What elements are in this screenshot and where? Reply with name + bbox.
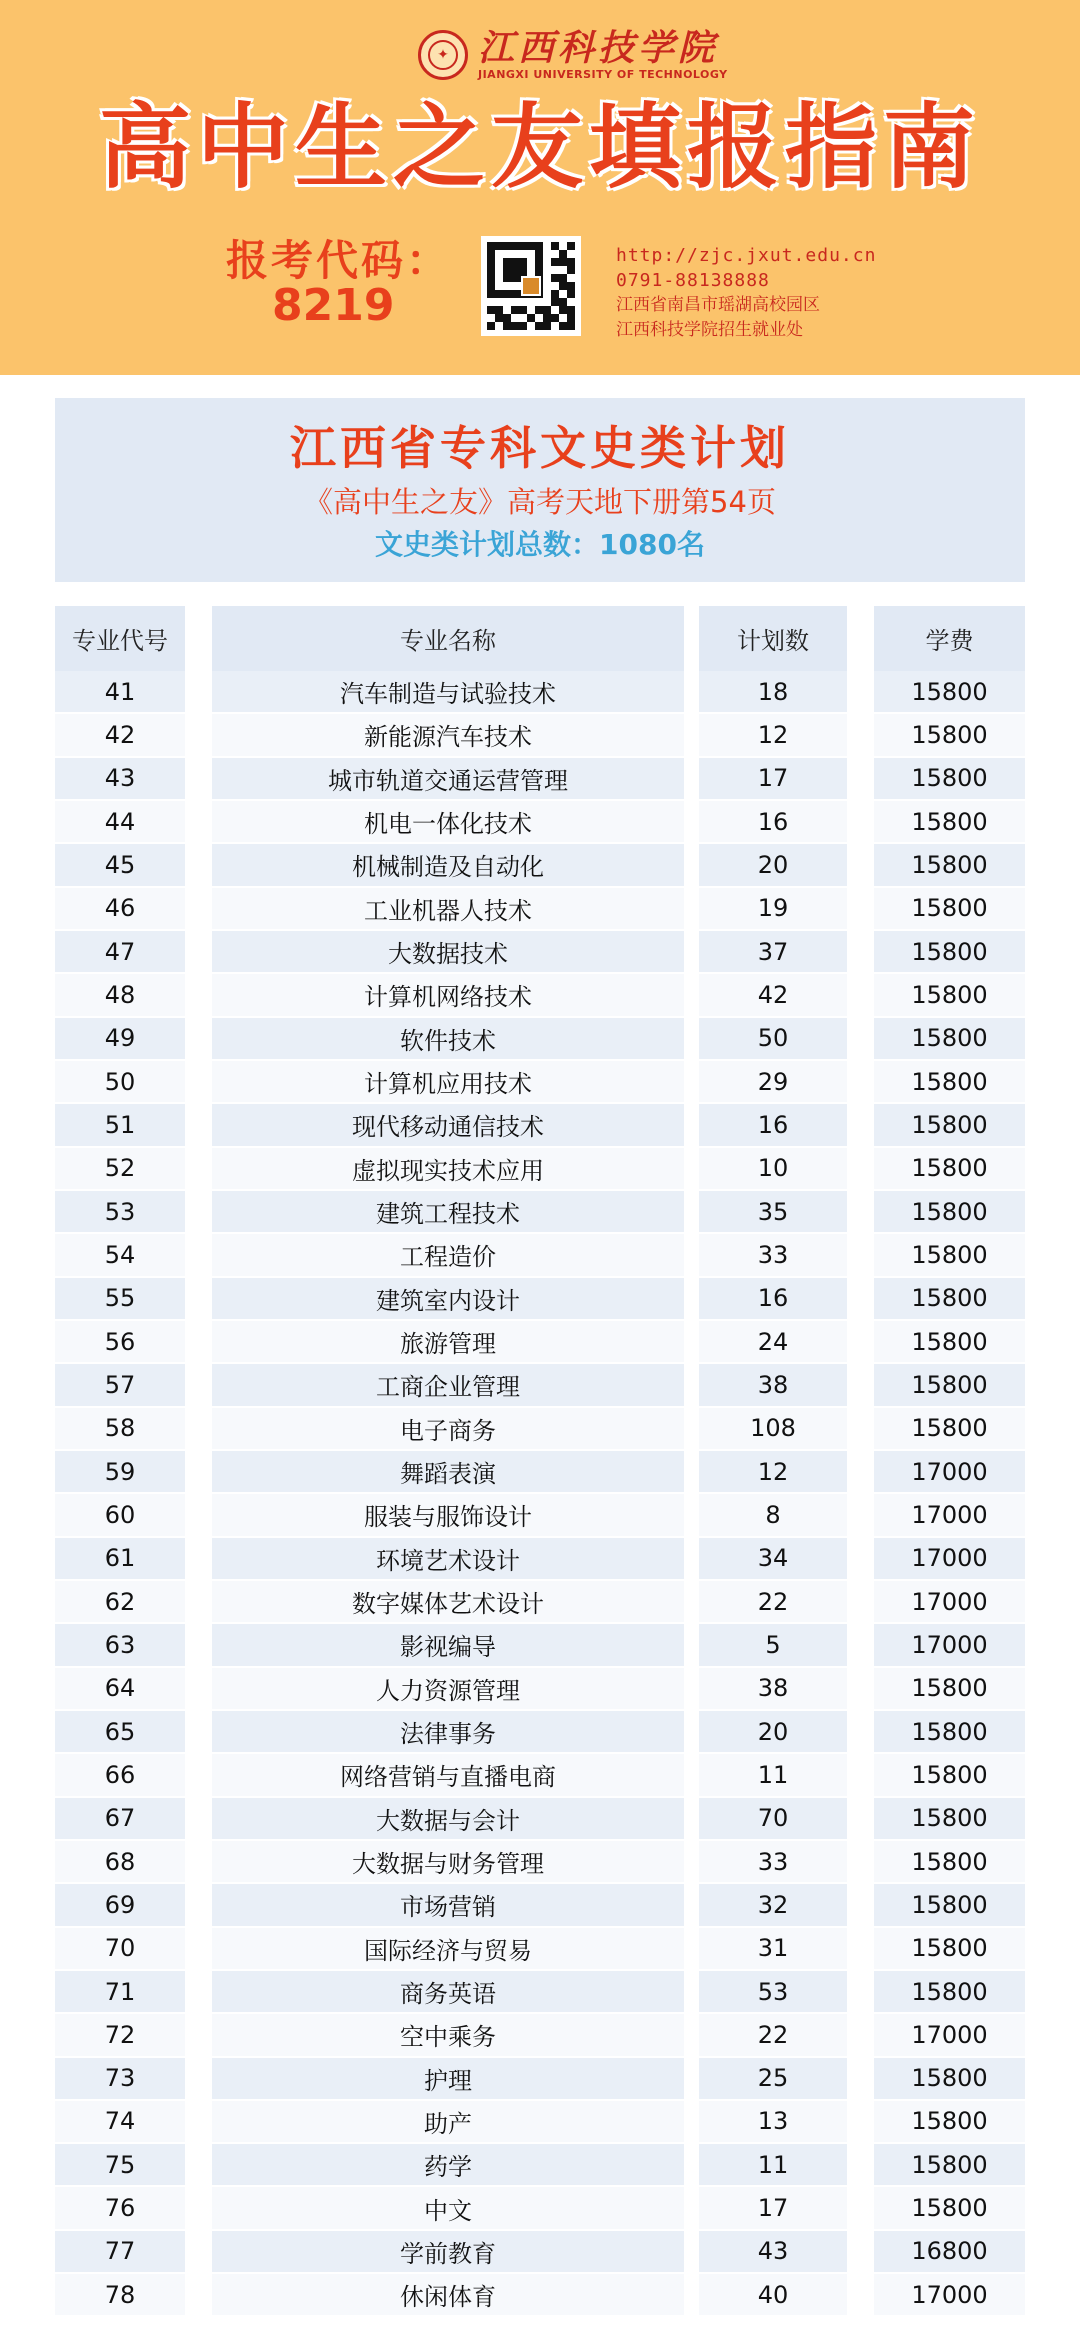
cell-fee: 15800 bbox=[874, 1408, 1025, 1451]
cell-code: 63 bbox=[55, 1624, 185, 1667]
cell-plan: 20 bbox=[699, 1711, 847, 1754]
cell-plan: 10 bbox=[699, 1148, 847, 1191]
cell-fee: 15800 bbox=[874, 758, 1025, 801]
cell-name: 商务英语 bbox=[212, 1971, 684, 2014]
cell-code: 50 bbox=[55, 1061, 185, 1104]
cell-code: 60 bbox=[55, 1494, 185, 1537]
cell-code: 72 bbox=[55, 2014, 185, 2057]
page-title: 高中生之友填报指南 bbox=[98, 94, 981, 201]
cell-code: 65 bbox=[55, 1711, 185, 1754]
cell-name: 环境艺术设计 bbox=[212, 1538, 684, 1581]
cell-plan: 31 bbox=[699, 1928, 847, 1971]
cell-fee: 15800 bbox=[874, 1191, 1025, 1234]
cell-plan: 12 bbox=[699, 1451, 847, 1494]
cell-plan: 17 bbox=[699, 758, 847, 801]
cell-plan: 16 bbox=[699, 801, 847, 844]
cell-plan: 11 bbox=[699, 1754, 847, 1797]
contact-info bbox=[616, 243, 876, 343]
cell-code: 53 bbox=[55, 1191, 185, 1234]
cell-fee: 15800 bbox=[874, 1148, 1025, 1191]
cell-fee: 15800 bbox=[874, 2187, 1025, 2230]
cell-code: 42 bbox=[55, 714, 185, 757]
cell-name: 休闲体育 bbox=[212, 2274, 684, 2317]
cell-code: 66 bbox=[55, 1754, 185, 1797]
cell-fee: 15800 bbox=[874, 931, 1025, 974]
cell-name: 数字媒体艺术设计 bbox=[212, 1581, 684, 1624]
column-plan bbox=[699, 606, 847, 2317]
cell-fee: 15800 bbox=[874, 1278, 1025, 1321]
cell-plan: 25 bbox=[699, 2058, 847, 2101]
cell-plan: 33 bbox=[699, 1841, 847, 1884]
cell-plan: 33 bbox=[699, 1234, 847, 1277]
cell-name: 大数据技术 bbox=[212, 931, 684, 974]
office-name: 江西科技学院招生就业处 bbox=[616, 320, 803, 340]
cell-code: 68 bbox=[55, 1841, 185, 1884]
cell-name: 中文 bbox=[212, 2187, 684, 2230]
cell-code: 69 bbox=[55, 1884, 185, 1927]
cell-name: 机电一体化技术 bbox=[212, 801, 684, 844]
cell-fee: 15800 bbox=[874, 1754, 1025, 1797]
cell-code: 64 bbox=[55, 1668, 185, 1711]
cell-code: 58 bbox=[55, 1408, 185, 1451]
cell-code: 77 bbox=[55, 2231, 185, 2274]
cell-code: 67 bbox=[55, 1798, 185, 1841]
cell-plan: 37 bbox=[699, 931, 847, 974]
cell-code: 61 bbox=[55, 1538, 185, 1581]
column-fee bbox=[874, 606, 1025, 2317]
header-code: 专业代号 bbox=[55, 606, 185, 671]
cell-plan: 35 bbox=[699, 1191, 847, 1234]
cell-name: 影视编导 bbox=[212, 1624, 684, 1667]
cell-plan: 16 bbox=[699, 1104, 847, 1147]
cell-fee: 15800 bbox=[874, 974, 1025, 1017]
cell-plan: 19 bbox=[699, 888, 847, 931]
cell-plan: 70 bbox=[699, 1798, 847, 1841]
cell-name: 软件技术 bbox=[212, 1018, 684, 1061]
cell-name: 法律事务 bbox=[212, 1711, 684, 1754]
cell-fee: 15800 bbox=[874, 671, 1025, 714]
cell-fee: 15800 bbox=[874, 1798, 1025, 1841]
qr-code-icon bbox=[481, 236, 581, 336]
cell-name: 工程造价 bbox=[212, 1234, 684, 1277]
cell-name: 药学 bbox=[212, 2144, 684, 2187]
cell-plan: 8 bbox=[699, 1494, 847, 1537]
plan-title: 江西省专科文史类计划 bbox=[290, 421, 790, 475]
cell-fee: 15800 bbox=[874, 1928, 1025, 1971]
code-value: 8219 bbox=[272, 280, 395, 331]
cell-fee: 15800 bbox=[874, 2101, 1025, 2144]
cell-fee: 15800 bbox=[874, 1364, 1025, 1407]
cell-name: 新能源汽车技术 bbox=[212, 714, 684, 757]
cell-name: 国际经济与贸易 bbox=[212, 1928, 684, 1971]
cell-fee: 15800 bbox=[874, 1711, 1025, 1754]
address: 江西省南昌市瑶湖高校园区 bbox=[616, 295, 820, 315]
cell-plan: 50 bbox=[699, 1018, 847, 1061]
cell-plan: 42 bbox=[699, 974, 847, 1017]
cell-code: 73 bbox=[55, 2058, 185, 2101]
cell-name: 学前教育 bbox=[212, 2231, 684, 2274]
cell-code: 56 bbox=[55, 1321, 185, 1364]
plan-subtitle: 《高中生之友》高考天地下册第54页 bbox=[304, 485, 776, 519]
cell-code: 54 bbox=[55, 1234, 185, 1277]
cell-plan: 11 bbox=[699, 2144, 847, 2187]
cell-code: 75 bbox=[55, 2144, 185, 2187]
cell-code: 57 bbox=[55, 1364, 185, 1407]
cell-fee: 17000 bbox=[874, 1538, 1025, 1581]
cell-name: 汽车制造与试验技术 bbox=[212, 671, 684, 714]
website-link[interactable]: http://zjc.jxut.edu.cn bbox=[616, 245, 877, 266]
cell-fee: 17000 bbox=[874, 1624, 1025, 1667]
cell-code: 71 bbox=[55, 1971, 185, 2014]
cell-code: 52 bbox=[55, 1148, 185, 1191]
cell-name: 建筑室内设计 bbox=[212, 1278, 684, 1321]
university-logo bbox=[418, 28, 728, 81]
header-fee: 学费 bbox=[874, 606, 1025, 671]
cell-fee: 15800 bbox=[874, 1104, 1025, 1147]
cell-name: 舞蹈表演 bbox=[212, 1451, 684, 1494]
cell-code: 44 bbox=[55, 801, 185, 844]
cell-code: 49 bbox=[55, 1018, 185, 1061]
cell-plan: 5 bbox=[699, 1624, 847, 1667]
cell-plan: 108 bbox=[699, 1408, 847, 1451]
cell-name: 市场营销 bbox=[212, 1884, 684, 1927]
cell-fee: 15800 bbox=[874, 1061, 1025, 1104]
column-name bbox=[212, 606, 684, 2317]
logo-chinese-name: 江西科技学院 bbox=[478, 27, 719, 69]
cell-fee: 15800 bbox=[874, 1971, 1025, 2014]
cell-name: 工业机器人技术 bbox=[212, 888, 684, 931]
cell-name: 空中乘务 bbox=[212, 2014, 684, 2057]
cell-fee: 15800 bbox=[874, 1884, 1025, 1927]
cell-plan: 32 bbox=[699, 1884, 847, 1927]
cell-plan: 17 bbox=[699, 2187, 847, 2230]
cell-name: 计算机网络技术 bbox=[212, 974, 684, 1017]
cell-fee: 15800 bbox=[874, 844, 1025, 887]
cell-fee: 15800 bbox=[874, 1234, 1025, 1277]
cell-plan: 38 bbox=[699, 1364, 847, 1407]
cell-name: 建筑工程技术 bbox=[212, 1191, 684, 1234]
cell-code: 48 bbox=[55, 974, 185, 1017]
cell-fee: 15800 bbox=[874, 1321, 1025, 1364]
logo-english-name: JIANGXI UNIVERSITY OF TECHNOLOGY bbox=[478, 68, 728, 81]
cell-code: 70 bbox=[55, 1928, 185, 1971]
cell-name: 大数据与财务管理 bbox=[212, 1841, 684, 1884]
cell-code: 78 bbox=[55, 2274, 185, 2317]
cell-plan: 38 bbox=[699, 1668, 847, 1711]
cell-plan: 29 bbox=[699, 1061, 847, 1104]
cell-plan: 13 bbox=[699, 2101, 847, 2144]
cell-name: 人力资源管理 bbox=[212, 1668, 684, 1711]
header-name: 专业名称 bbox=[212, 606, 684, 671]
cell-code: 76 bbox=[55, 2187, 185, 2230]
seal-icon: ✦ bbox=[418, 30, 468, 80]
cell-fee: 15800 bbox=[874, 801, 1025, 844]
cell-plan: 43 bbox=[699, 2231, 847, 2274]
cell-fee: 15800 bbox=[874, 888, 1025, 931]
cell-name: 助产 bbox=[212, 2101, 684, 2144]
cell-name: 虚拟现实技术应用 bbox=[212, 1148, 684, 1191]
cell-code: 46 bbox=[55, 888, 185, 931]
cell-code: 43 bbox=[55, 758, 185, 801]
cell-plan: 16 bbox=[699, 1278, 847, 1321]
cell-name: 大数据与会计 bbox=[212, 1798, 684, 1841]
cell-name: 电子商务 bbox=[212, 1408, 684, 1451]
cell-code: 45 bbox=[55, 844, 185, 887]
cell-plan: 22 bbox=[699, 2014, 847, 2057]
plan-summary bbox=[55, 398, 1025, 582]
cell-name: 服装与服饰设计 bbox=[212, 1494, 684, 1537]
cell-name: 旅游管理 bbox=[212, 1321, 684, 1364]
cell-fee: 15800 bbox=[874, 1668, 1025, 1711]
cell-name: 机械制造及自动化 bbox=[212, 844, 684, 887]
cell-fee: 15800 bbox=[874, 2058, 1025, 2101]
cell-fee: 15800 bbox=[874, 714, 1025, 757]
cell-fee: 17000 bbox=[874, 1451, 1025, 1494]
cell-name: 护理 bbox=[212, 2058, 684, 2101]
column-code bbox=[55, 606, 185, 2317]
cell-fee: 17000 bbox=[874, 2274, 1025, 2317]
cell-fee: 17000 bbox=[874, 2014, 1025, 2057]
cell-fee: 15800 bbox=[874, 2144, 1025, 2187]
cell-code: 59 bbox=[55, 1451, 185, 1494]
cell-code: 47 bbox=[55, 931, 185, 974]
cell-plan: 24 bbox=[699, 1321, 847, 1364]
cell-fee: 17000 bbox=[874, 1494, 1025, 1537]
cell-plan: 53 bbox=[699, 1971, 847, 2014]
cell-code: 51 bbox=[55, 1104, 185, 1147]
plan-total: 文史类计划总数：1080名 bbox=[375, 528, 705, 561]
cell-name: 现代移动通信技术 bbox=[212, 1104, 684, 1147]
header-banner bbox=[0, 0, 1080, 375]
cell-name: 计算机应用技术 bbox=[212, 1061, 684, 1104]
cell-fee: 17000 bbox=[874, 1581, 1025, 1624]
cell-code: 41 bbox=[55, 671, 185, 714]
cell-plan: 20 bbox=[699, 844, 847, 887]
header-plan: 计划数 bbox=[699, 606, 847, 671]
cell-code: 74 bbox=[55, 2101, 185, 2144]
cell-name: 工商企业管理 bbox=[212, 1364, 684, 1407]
cell-code: 55 bbox=[55, 1278, 185, 1321]
cell-plan: 40 bbox=[699, 2274, 847, 2317]
cell-plan: 22 bbox=[699, 1581, 847, 1624]
phone-number: 0791-88138888 bbox=[616, 270, 770, 291]
cell-fee: 16800 bbox=[874, 2231, 1025, 2274]
cell-plan: 34 bbox=[699, 1538, 847, 1581]
code-label: 报考代码： bbox=[226, 236, 452, 285]
cell-plan: 12 bbox=[699, 714, 847, 757]
cell-plan: 18 bbox=[699, 671, 847, 714]
cell-fee: 15800 bbox=[874, 1841, 1025, 1884]
cell-name: 城市轨道交通运营管理 bbox=[212, 758, 684, 801]
cell-fee: 15800 bbox=[874, 1018, 1025, 1061]
cell-code: 62 bbox=[55, 1581, 185, 1624]
cell-name: 网络营销与直播电商 bbox=[212, 1754, 684, 1797]
